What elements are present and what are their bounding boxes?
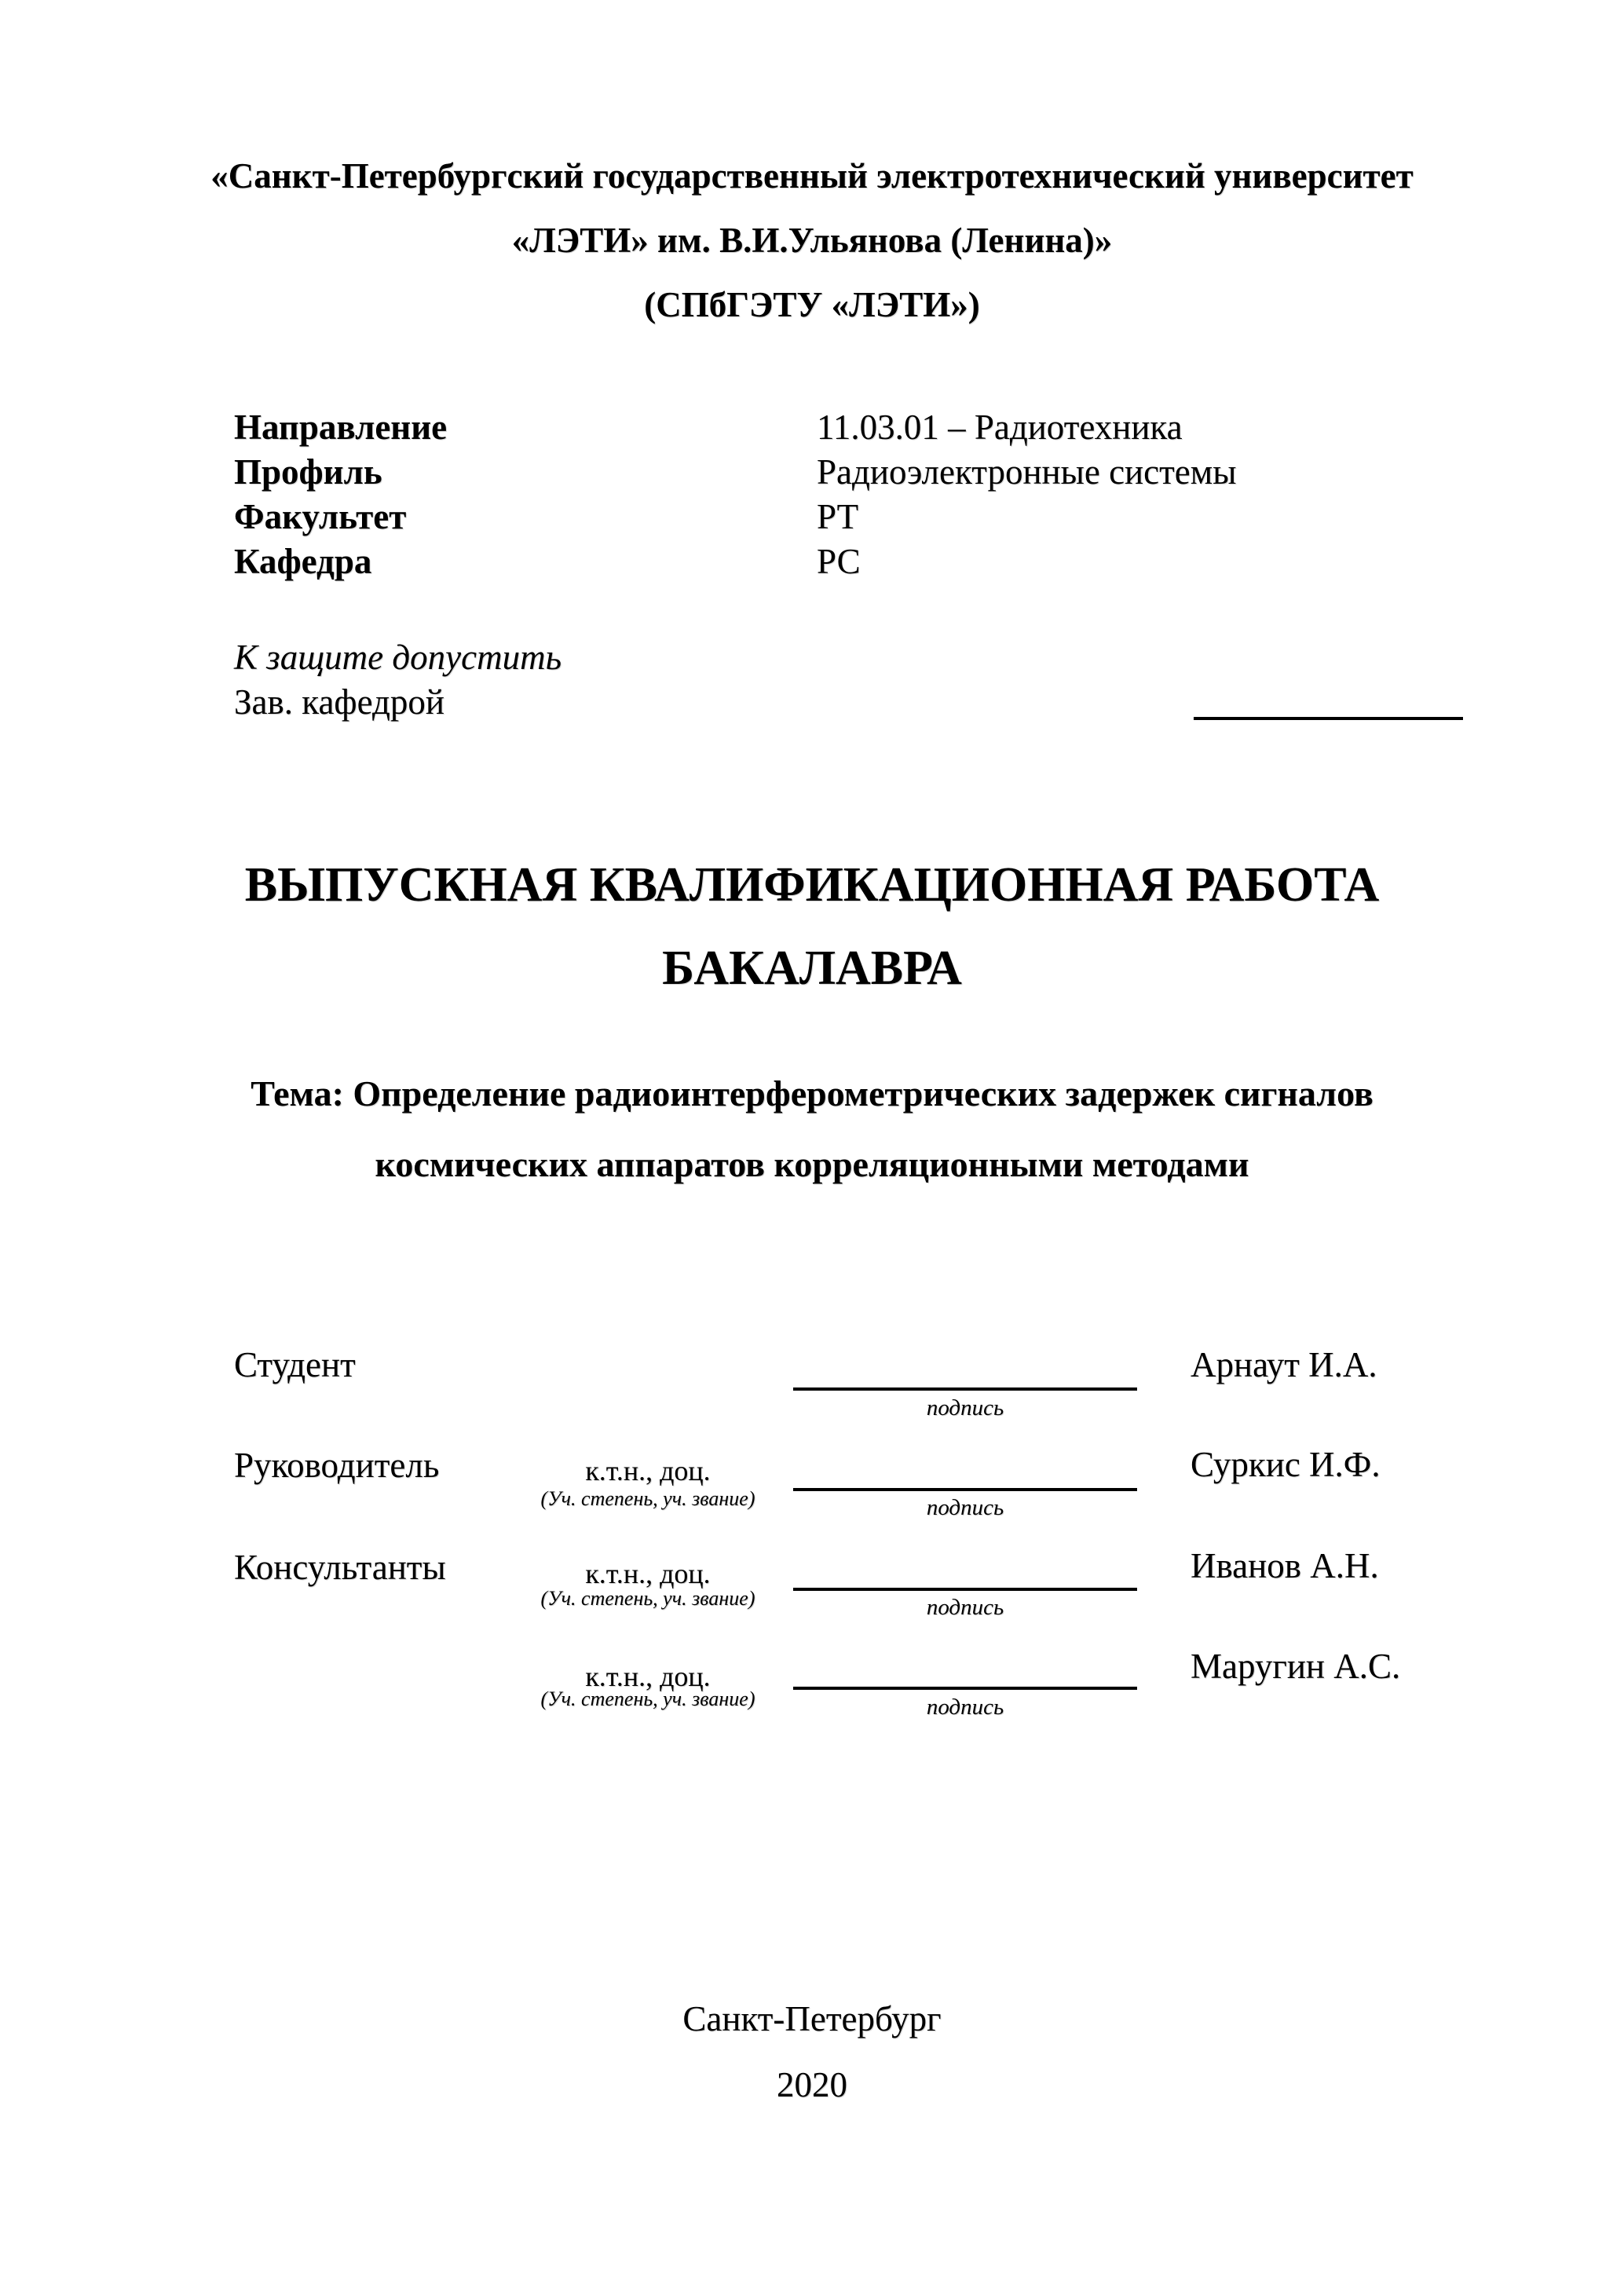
direction-row: [234, 405, 1236, 450]
supervisor-degree-note: (Уч. степень, уч. звание): [540, 1487, 755, 1510]
consultant2-name: Маругин А.С.: [1191, 1647, 1401, 1686]
supervisor-degree: к.т.н., доц.: [585, 1455, 711, 1486]
faculty-value: РТ: [817, 497, 859, 536]
topic-block: [0, 1058, 1624, 1200]
consultant2-signature-line: [793, 1687, 1137, 1690]
year-label: 2020: [777, 2065, 847, 2104]
university-name-line-2: «ЛЭТИ» им. В.И.Ульянова (Ленина)»: [511, 221, 1113, 260]
admission-block: [234, 635, 561, 725]
student-name: Арнаут И.А.: [1191, 1345, 1377, 1384]
university-header: [0, 144, 1624, 337]
head-of-department-signature-line: [1194, 717, 1463, 720]
faculty-row: [234, 495, 1236, 539]
consultant2-degree: к.т.н., доц.: [585, 1661, 711, 1692]
consultant1-degree: к.т.н., доц.: [585, 1558, 711, 1589]
consultant1-signature-line: [793, 1588, 1137, 1591]
department-value: РС: [817, 542, 861, 581]
topic-line-1: Тема: Определение радиоинтерферометрических задержек сигналов: [251, 1073, 1373, 1113]
direction-label: Направление: [234, 408, 448, 447]
admission-note: К защите допустить: [234, 638, 562, 677]
consultant1-signature-caption: подпись: [926, 1595, 1004, 1620]
supervisor-name: Суркис И.Ф.: [1191, 1445, 1381, 1484]
footer-block: [0, 1986, 1624, 2118]
direction-value: 11.03.01 – Радиотехника: [817, 408, 1183, 447]
faculty-label: Факультет: [234, 497, 407, 536]
topic-line-2: космических аппаратов корреляционными методами: [375, 1144, 1249, 1184]
department-label: Кафедра: [234, 542, 372, 581]
consultants-role-label: Консультанты: [234, 1548, 446, 1587]
consultant1-degree-note: (Уч. степень, уч. звание): [540, 1587, 755, 1610]
work-type-title-line-2: БАКАЛАВРА: [662, 941, 962, 995]
work-type-title-line-1: ВЫПУСКНАЯ КВАЛИФИКАЦИОННАЯ РАБОТА: [244, 858, 1380, 912]
city-label: Санкт-Петербург: [682, 1999, 942, 2038]
university-name-line-1: «Санкт-Петербургский государственный электротехнический университет: [210, 156, 1414, 196]
head-of-department-label: Зав. кафедрой: [234, 682, 444, 722]
consultant2-signature-caption: подпись: [926, 1695, 1004, 1720]
consultant2-degree-note: (Уч. степень, уч. звание): [540, 1687, 755, 1710]
department-row: [234, 539, 1236, 584]
student-role-label: Студент: [234, 1345, 356, 1384]
supervisor-signature-caption: подпись: [926, 1495, 1004, 1520]
work-type-title: [0, 843, 1624, 1010]
supervisor-signature-line: [793, 1488, 1137, 1491]
supervisor-role-label: Руководитель: [234, 1446, 440, 1485]
consultant1-name: Иванов А.Н.: [1191, 1546, 1379, 1585]
university-abbreviation: (СПбГЭТУ «ЛЭТИ»): [644, 285, 980, 324]
profile-value: Радиоэлектронные системы: [817, 452, 1237, 492]
student-signature-caption: подпись: [926, 1395, 1004, 1420]
program-fields: [234, 405, 1236, 584]
profile-row: [234, 450, 1236, 495]
profile-label: Профиль: [234, 452, 382, 492]
student-signature-line: [793, 1387, 1137, 1391]
